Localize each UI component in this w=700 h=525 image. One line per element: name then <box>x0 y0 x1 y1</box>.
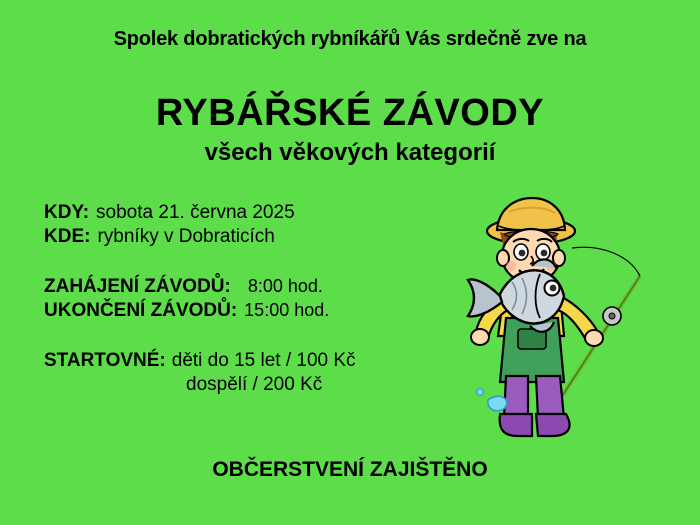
detail-row-start-time <box>44 276 494 298</box>
detail-label-end-time: UKONČENÍ ZÁVODŮ: <box>44 300 238 321</box>
page-subtitle: všech věkových kategorií <box>204 139 496 166</box>
detail-label-when: KDY: <box>44 202 90 223</box>
page-title: RYBÁŘSKÉ ZÁVODY <box>155 92 545 134</box>
footer-note: OBČERSTVENÍ ZAJIŠTĚNO <box>212 458 488 481</box>
spacer-1 <box>44 250 494 276</box>
detail-row-fee <box>44 350 494 372</box>
detail-value-start-time: 8:00 hod. <box>247 276 323 296</box>
detail-value-where: rybníky v Dobraticích <box>97 226 275 247</box>
detail-row-end-time <box>44 300 494 322</box>
detail-value-end-time: 15:00 hod. <box>244 300 330 320</box>
detail-row-when <box>44 202 494 224</box>
detail-label-start-time: ZAHÁJENÍ ZÁVODŮ: <box>44 276 231 297</box>
fisherman-boy-with-fish-icon <box>452 186 688 448</box>
detail-value-fee-children: děti do 15 let / 100 Kč <box>171 350 356 371</box>
spacer-2 <box>44 324 494 350</box>
details-block <box>44 202 494 396</box>
detail-value-fee-adults: dospělí / 200 Kč <box>186 374 323 395</box>
detail-label-fee: STARTOVNÉ: <box>44 350 166 371</box>
detail-value-when: sobota 21. června 2025 <box>96 202 295 223</box>
detail-label-where: KDE: <box>44 226 91 247</box>
detail-row-where <box>44 226 494 248</box>
invite-line: Spolek dobratických rybníkářů Vás srdečně zve na <box>113 28 587 50</box>
